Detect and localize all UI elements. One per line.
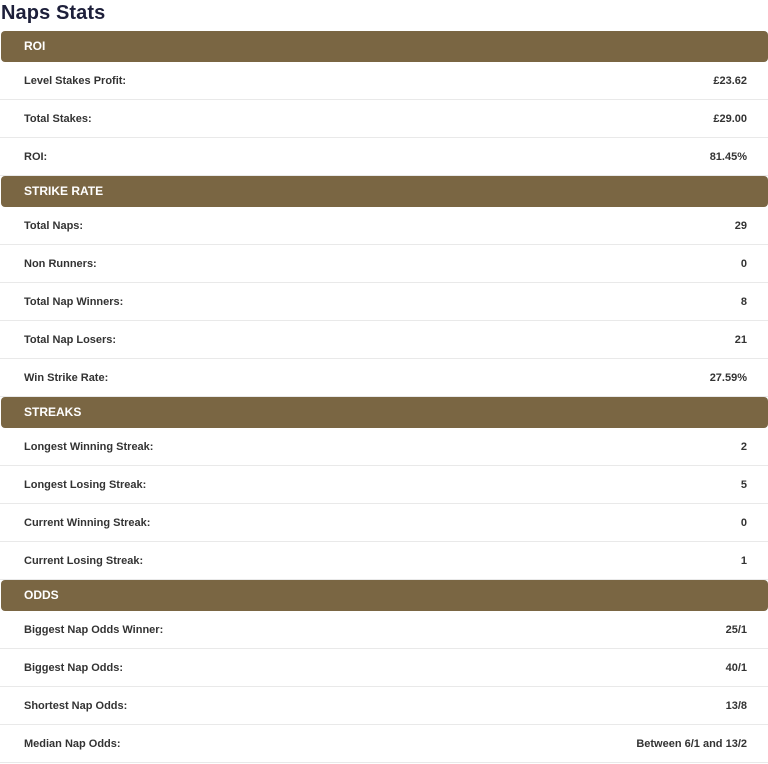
stat-value: 21 [734, 333, 747, 346]
stat-row [0, 283, 768, 321]
stat-row [0, 687, 768, 725]
stat-row [0, 542, 768, 580]
stat-row [0, 359, 768, 397]
stat-value: Between 6/1 and 13/2 [636, 737, 747, 750]
stat-value: 2 [740, 440, 747, 453]
section-header-streaks: STREAKS [1, 397, 768, 428]
stat-label: Non Runners: [24, 257, 97, 270]
stat-value: 25/1 [725, 623, 747, 636]
stat-row [0, 245, 768, 283]
stat-value: 8 [740, 295, 747, 308]
stat-row [0, 725, 768, 763]
stat-label: Longest Losing Streak: [24, 478, 147, 491]
stat-label: Median Nap Odds: [24, 737, 121, 750]
stat-value: 0 [740, 257, 747, 270]
section-header-strike-rate: STRIKE RATE [1, 176, 768, 207]
stat-label: Win Strike Rate: [24, 371, 109, 384]
stat-row [0, 428, 768, 466]
stat-row [0, 62, 768, 100]
section-header-roi: ROI [1, 31, 768, 62]
stat-value: 40/1 [725, 661, 747, 674]
stat-value: 5 [740, 478, 747, 491]
stat-value: £23.62 [713, 74, 747, 87]
page-title: Naps Stats [1, 2, 106, 24]
stat-row [0, 649, 768, 687]
stat-label: Current Losing Streak: [24, 554, 144, 567]
stat-label: Total Nap Losers: [24, 333, 117, 346]
stat-label: ROI: [24, 150, 48, 163]
stat-label: Biggest Nap Odds: [24, 661, 124, 674]
stat-value: 81.45% [709, 150, 747, 163]
stat-value: 29 [734, 219, 747, 232]
stat-row [0, 504, 768, 542]
stat-label: Shortest Nap Odds: [24, 699, 128, 712]
stat-row [0, 138, 768, 176]
stat-row [0, 466, 768, 504]
stat-value: £29.00 [713, 112, 747, 125]
stat-label: Longest Winning Streak: [24, 440, 154, 453]
stat-label: Total Nap Winners: [24, 295, 124, 308]
stat-value: 27.59% [709, 371, 747, 384]
stat-row [0, 100, 768, 138]
stat-value: 1 [740, 554, 747, 567]
stat-value: 0 [740, 516, 747, 529]
stat-label: Current Winning Streak: [24, 516, 151, 529]
stat-label: Total Stakes: [24, 112, 92, 125]
stat-value: 13/8 [725, 699, 747, 712]
stat-label: Level Stakes Profit: [24, 74, 127, 87]
stat-label: Total Naps: [24, 219, 84, 232]
stat-label: Biggest Nap Odds Winner: [24, 623, 164, 636]
stats-table [0, 31, 768, 763]
section-header-odds: ODDS [1, 580, 768, 611]
stat-row [0, 321, 768, 359]
stat-row [0, 611, 768, 649]
stat-row [0, 207, 768, 245]
